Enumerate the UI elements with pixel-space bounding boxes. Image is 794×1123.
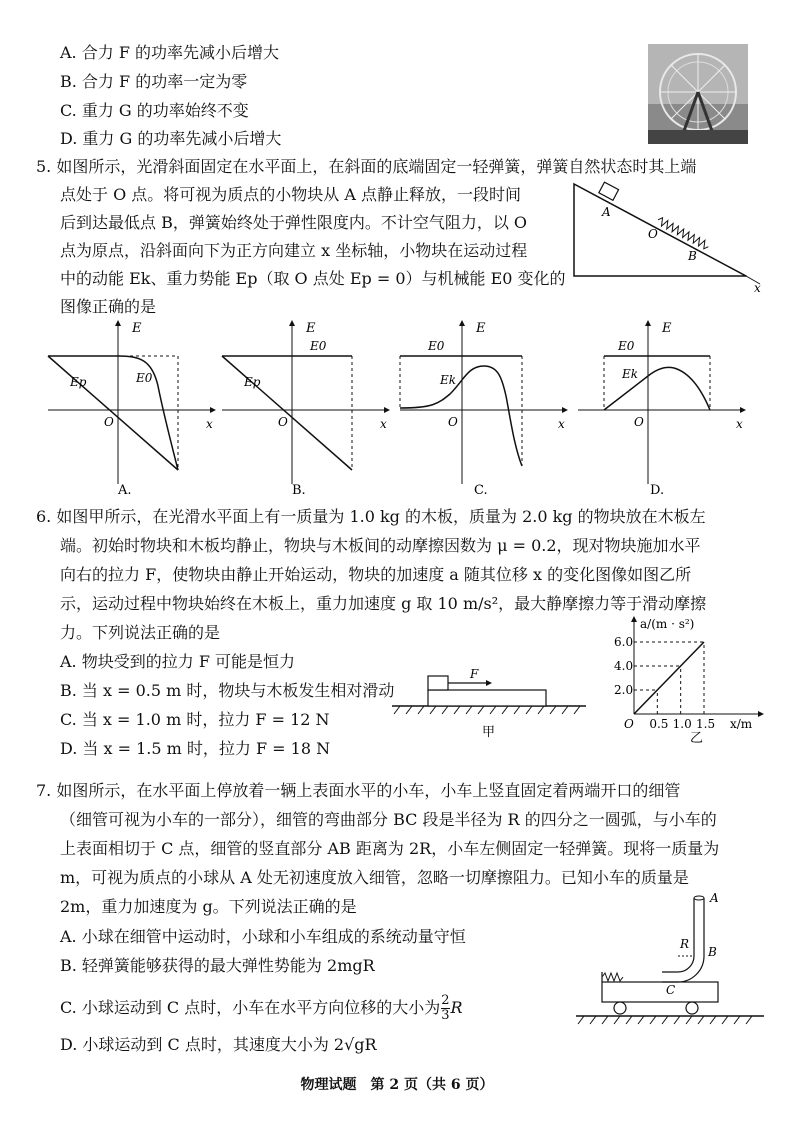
chart-xtick: 0.5 [649, 717, 669, 731]
q6-stem-line-3: 向右的拉力 F，使物块由静止开始运动，物块的加速度 a 随其位移 x 的变化图像如图乙所 [60, 565, 692, 584]
q6-chart-yi [612, 614, 770, 744]
svg-text:E: E [476, 321, 486, 336]
q5-stem-line-3: 后到达最低点 B，弹簧始终处于弹性限度内。不计空气阻力，以 O [60, 213, 528, 232]
page-footer: 物理试题 第 2 页（共 6 页） [300, 1077, 494, 1093]
q5-graph-c [392, 316, 572, 506]
label-x: x [754, 281, 761, 292]
svg-text:x: x [206, 417, 213, 431]
q7-option-b: B. 轻弹簧能够获得的最大弹性势能为 2mgR [60, 956, 375, 975]
svg-text:E: E [132, 321, 142, 336]
chart-xtick: 1.5 [696, 717, 716, 731]
svg-text:O: O [448, 415, 458, 429]
chart-ytick: 6.0 [614, 635, 634, 649]
q7-option-c: C. 小球运动到 C 点时，小车在水平方向位移的大小为 $\frac{2}{3}$ R [60, 993, 463, 1023]
q4-option-b: B. 合力 F 的功率一定为零 [60, 72, 248, 91]
q5-graph-a [40, 316, 220, 506]
svg-text:E0: E0 [310, 339, 327, 353]
svg-text:x: x [380, 417, 387, 431]
frac-numerator: 2 [441, 993, 450, 1008]
q6-stem-line-4: 示，运动过程中物块始终在木板上，重力加速度 g 取 10 m/s²，最大静摩擦力等于滑动摩擦 [60, 594, 707, 613]
chart-ytick: 2.0 [614, 683, 634, 697]
q5-stem-line-1: 5. 如图所示，光滑斜面固定在水平面上，在斜面的底端固定一轻弹簧，弹簧自然状态时其上端 [36, 157, 697, 176]
q4-option-d: D. 重力 G 的功率先减小后增大 [60, 129, 282, 148]
svg-text:E0: E0 [428, 339, 445, 353]
q7-stem-line-4: m，可视为质点的小球从 A 处无初速度放入细管，忽略一切摩擦阻力。已知小车的质量是 [60, 868, 689, 887]
svg-text:E0: E0 [618, 339, 635, 353]
q4-option-c: C. 重力 G 的功率始终不变 [60, 101, 249, 120]
svg-text:Ek: Ek [440, 373, 457, 387]
q7-stem-line-1: 7. 如图所示，在水平面上停放着一辆上表面水平的小车，小车上竖直固定着两端开口的细管 [36, 781, 681, 800]
svg-text:E: E [306, 321, 316, 336]
svg-text:E: E [662, 321, 672, 336]
q5-incline-figure [570, 180, 770, 292]
svg-text:O: O [278, 415, 288, 429]
chart-ylabel: a/(m · s²) [640, 617, 695, 631]
svg-text:Ek: Ek [622, 367, 639, 381]
q5-stem-line-6: 图像正确的是 [60, 297, 157, 316]
q5-stem-line-2: 点处于 O 点。将可视为质点的小物块从 A 点静止释放，一段时间 [60, 185, 522, 204]
graph-c-option-label: C. [474, 483, 488, 498]
svg-text:B: B [708, 945, 717, 959]
svg-text:A: A [710, 891, 719, 905]
label-b: B [688, 249, 697, 263]
q6-option-a: A. 物块受到的拉力 F 可能是恒力 [60, 652, 296, 671]
q6-stem-line-2: 端。初始时物块和木板均静止，物块与木板间的动摩擦因数为 μ = 0.2，现对物块施加水平 [60, 536, 701, 555]
graph-a-option-label: A. [118, 483, 132, 498]
ferris-wheel-photo [648, 44, 748, 144]
svg-text:C: C [666, 983, 676, 997]
svg-text:O: O [634, 415, 644, 429]
q5-stem-line-4: 点为原点，沿斜面向下为正方向建立 x 坐标轴，小物块在运动过程 [60, 241, 528, 260]
svg-text:E0: E0 [136, 371, 153, 385]
q7-option-a: A. 小球在细管中运动时，小球和小车组成的系统动量守恒 [60, 927, 466, 946]
label-a: A [602, 205, 611, 219]
chart-origin: O [624, 717, 634, 731]
q5-graph-b [214, 316, 394, 506]
q7-cart-figure [572, 884, 768, 1028]
label-o: O [648, 227, 658, 241]
svg-text:O: O [104, 415, 114, 429]
q6-option-c: C. 当 x = 1.0 m 时，拉力 F = 12 N [60, 710, 330, 729]
q7-stem-line-5: 2m，重力加速度为 g。下列说法正确的是 [60, 897, 357, 916]
caption-yi: 乙 [690, 731, 704, 744]
q6-stem-line-1: 6. 如图甲所示，在光滑水平面上有一质量为 1.0 kg 的木板，质量为 2.0 kg 的物块放在木板左 [36, 507, 706, 526]
q5-graph-d [570, 316, 750, 506]
q4-option-a: A. 合力 F 的功率先减小后增大 [60, 43, 280, 62]
q6-option-d: D. 当 x = 1.5 m 时，拉力 F = 18 N [60, 739, 331, 758]
svg-text:R: R [680, 937, 690, 951]
frac-denominator: 3 [441, 1008, 450, 1023]
graph-d-option-label: D. [650, 483, 665, 498]
chart-ytick: 4.0 [614, 659, 634, 673]
svg-text:Ep: Ep [244, 375, 261, 389]
chart-series-line [634, 642, 704, 714]
svg-text:x: x [736, 417, 743, 431]
chart-xlabel: x/m [730, 717, 753, 731]
q6-option-b: B. 当 x = 0.5 m 时，物块与木板发生相对滑动 [60, 681, 395, 700]
svg-text:Ep: Ep [70, 375, 87, 389]
chart-xtick: 1.0 [672, 717, 692, 731]
q6-stem-line-5: 力。下列说法正确的是 [60, 623, 221, 642]
graph-b-option-label: B. [292, 483, 306, 498]
q6-figure-jia [390, 664, 590, 742]
svg-text:F: F [470, 667, 479, 681]
q7-stem-line-3: 上表面相切于 C 点，细管的竖直部分 AB 距离为 2R，小车左侧固定一轻弹簧。现将一质量为 [60, 839, 720, 858]
q7-stem-line-2: （细管可视为小车的一部分），细管的弯曲部分 BC 段是半径为 R 的四分之一圆弧，与小车的 [60, 810, 717, 829]
caption-jia: 甲 [482, 725, 496, 740]
q5-stem-line-5: 中的动能 Ek、重力势能 Ep（取 O 点处 Ep = 0）与机械能 E0 变化的 [60, 269, 566, 288]
svg-text:x: x [558, 417, 565, 431]
q7-option-d: D. 小球运动到 C 点时，其速度大小为 2√gR [60, 1035, 377, 1054]
